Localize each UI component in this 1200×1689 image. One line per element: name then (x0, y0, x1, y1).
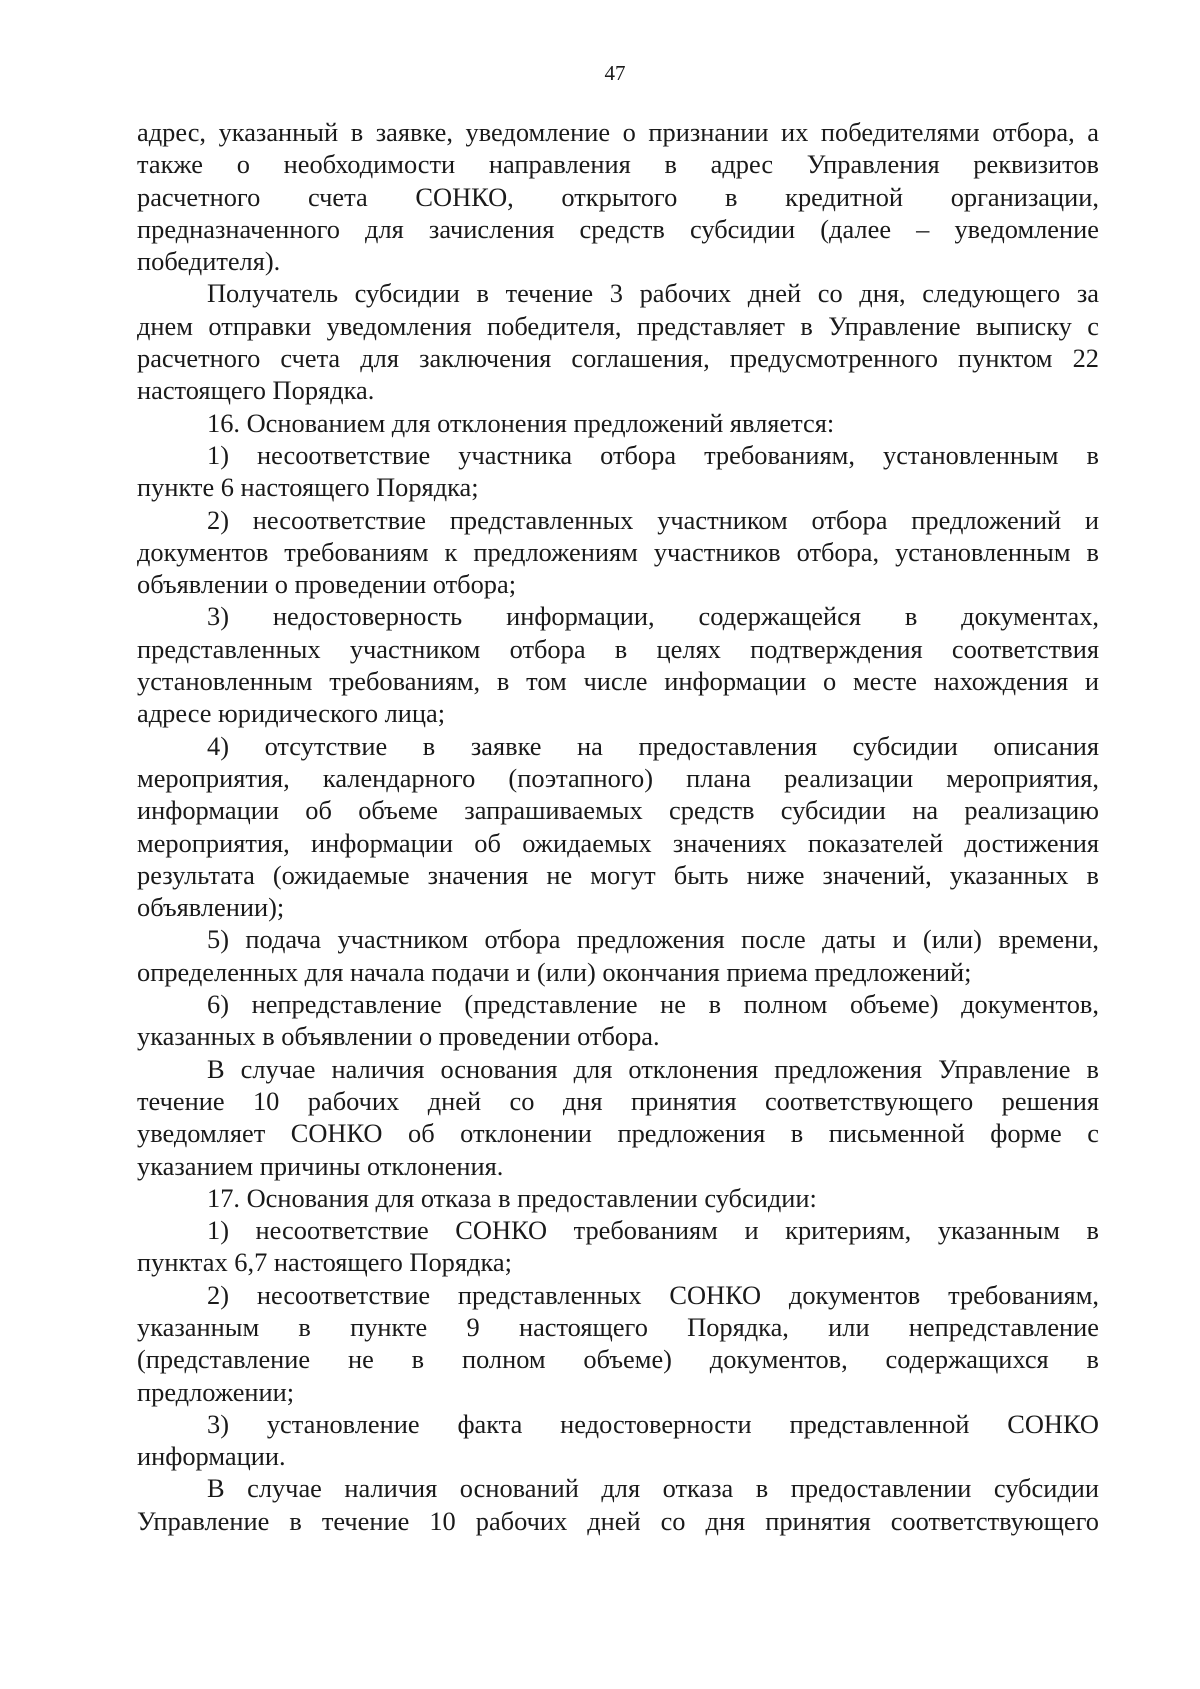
text-line: информации. (137, 1441, 286, 1472)
paragraph (137, 923, 1099, 988)
text-line: адрес, указанный в заявке, уведомление о признании их победителями отбора, а (137, 117, 1099, 147)
text-line: предназначенного для зачисления средств субсидии (далее – уведомление (137, 213, 1099, 244)
paragraph (137, 988, 1099, 1053)
text-line: победителя). (137, 246, 281, 277)
paragraph (137, 600, 1099, 729)
text-line: мероприятия, календарного (поэтапного) плана реализации мероприятия, (137, 762, 1099, 793)
text-line: Получатель субсидии в течение 3 рабочих дней со дня, следующего за (207, 278, 1099, 309)
text-line: 2) несоответствие представленных СОНКО документов требованиям, (207, 1279, 1099, 1310)
text-line: настоящего Порядка. (137, 375, 375, 406)
text-line: 1) несоответствие участника отбора требованиям, установленным в (207, 439, 1099, 470)
text-line: уведомляет СОНКО об отклонении предложения в письменной форме с (137, 1118, 1099, 1149)
text-line: установленным требованиям, в том числе информации о месте нахождения и (137, 666, 1099, 697)
text-line: расчетного счета для заключения соглашения, предусмотренного пунктом 22 (137, 343, 1099, 374)
text-line: В случае наличия оснований для отказа в предоставлении субсидии (207, 1473, 1099, 1504)
text-line: указанным в пункте 9 настоящего Порядка, или непредставление (137, 1311, 1099, 1342)
text-line: пункте 6 настоящего Порядка; (137, 472, 479, 503)
paragraph (137, 116, 1099, 277)
text-line: указанием причины отклонения. (137, 1150, 504, 1181)
paragraph (137, 439, 1099, 504)
text-line: 6) непредставление (представление не в полном объеме) документов, (207, 989, 1099, 1020)
text-line: 16. Основанием для отклонения предложений является: (207, 407, 835, 438)
text-line: адресе юридического лица; (137, 698, 446, 729)
text-line: расчетного счета СОНКО, открытого в кредитной организации, (137, 181, 1099, 212)
text-line: 2) несоответствие представленных участником отбора предложений и (207, 504, 1099, 535)
paragraph (137, 1053, 1099, 1182)
paragraph (137, 407, 1099, 439)
text-line: В случае наличия основания для отклонения предложения Управление в (207, 1053, 1099, 1084)
text-line: представленных участником отбора в целях подтверждения соответствия (137, 633, 1099, 664)
text-line: предложении; (137, 1376, 295, 1407)
paragraph (137, 1182, 1099, 1214)
text-line: 17. Основания для отказа в предоставлении субсидии: (207, 1182, 817, 1213)
text-line: Управление в течение 10 рабочих дней со дня принятия соответствующего (137, 1505, 1099, 1536)
text-line: указанных в объявлении о проведении отбора. (137, 1021, 660, 1052)
text-line: определенных для начала подачи и (или) окончания приема предложений; (137, 956, 972, 987)
paragraph (137, 730, 1099, 924)
text-line: пунктах 6,7 настоящего Порядка; (137, 1247, 512, 1278)
paragraph (137, 1214, 1099, 1279)
paragraph (137, 1472, 1099, 1537)
text-line: документов требованиям к предложениям участников отбора, установленным в (137, 536, 1099, 567)
text-line: 3) недостоверность информации, содержащейся в документах, (207, 601, 1099, 632)
text-line: (представление не в полном объеме) документов, содержащихся в (137, 1344, 1099, 1375)
page-number: 47 (604, 61, 626, 85)
text-line: мероприятия, информации об ожидаемых значениях показателей достижения (137, 827, 1099, 858)
text-line: днем отправки уведомления победителя, представляет в Управление выписку с (137, 310, 1099, 341)
text-line: также о необходимости направления в адрес Управления реквизитов (137, 149, 1099, 180)
text-line: результата (ожидаемые значения не могут быть ниже значений, указанных в (137, 859, 1099, 890)
paragraph (137, 1279, 1099, 1408)
paragraph (137, 277, 1099, 406)
text-line: объявлении); (137, 892, 285, 923)
text-line: 3) установление факта недостоверности представленной СОНКО (207, 1408, 1099, 1439)
text-line: течение 10 рабочих дней со дня принятия соответствующего решения (137, 1085, 1099, 1116)
document-body (137, 116, 1099, 1537)
text-line: 5) подача участником отбора предложения после даты и (или) времени, (207, 924, 1099, 955)
text-line: 4) отсутствие в заявке на предоставления субсидии описания (207, 730, 1099, 761)
paragraph (137, 1408, 1099, 1473)
text-line: объявлении о проведении отбора; (137, 569, 517, 600)
text-line: информации об объеме запрашиваемых средств субсидии на реализацию (137, 795, 1099, 826)
text-line: 1) несоответствие СОНКО требованиям и критериям, указанным в (207, 1215, 1099, 1246)
paragraph (137, 504, 1099, 601)
